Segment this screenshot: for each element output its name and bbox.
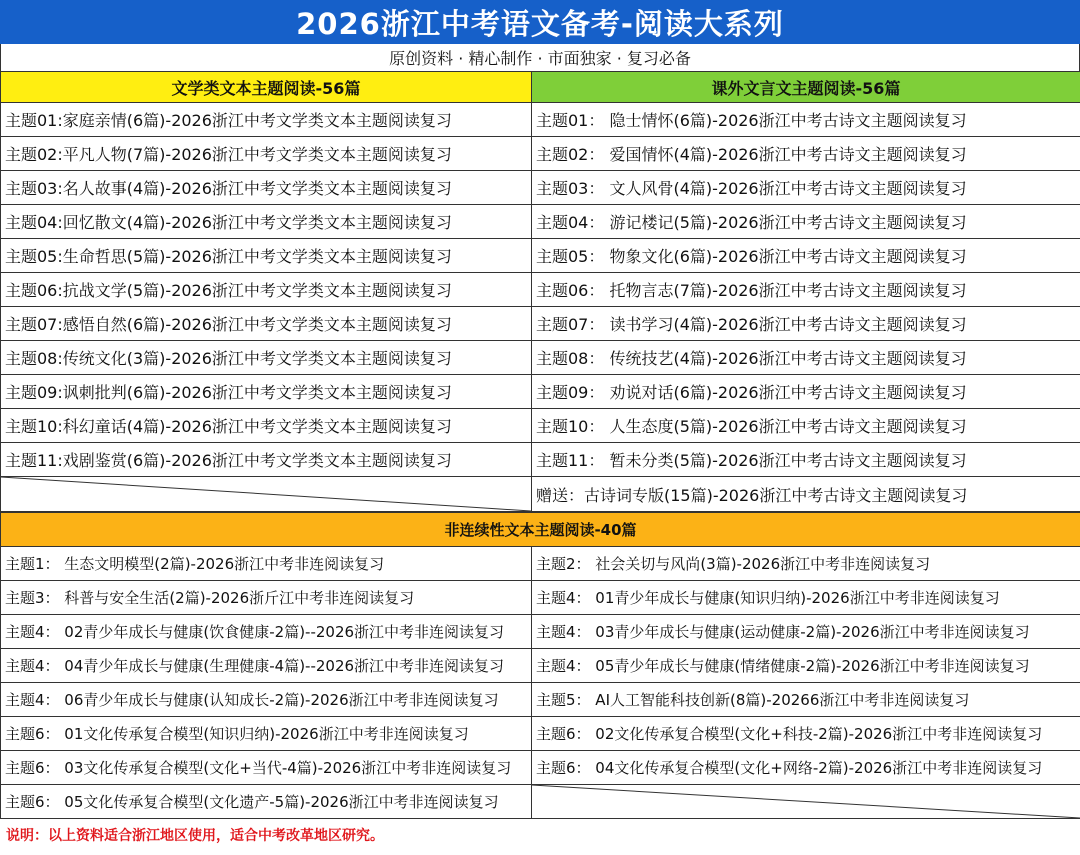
table-row (1, 683, 1080, 717)
table-row (1, 409, 1080, 443)
nonconsecutive-topic-item: 主题3： 科普与安全生活(2篇)-2026浙斤江中考非连阅读复习 (1, 581, 532, 615)
table-row (1, 171, 1080, 205)
footer-note: 说明：以上资料适合浙江地区使用，适合中考改革地区研究。 (6, 828, 384, 844)
empty-cell (1, 477, 532, 512)
nonconsecutive-topic-item: 主题6： 01文化传承复合模型(知识归纳)-2026浙江中考非连阅读复习 (1, 717, 532, 751)
nonconsecutive-topic-item: 主题4： 03青少年成长与健康(运动健康-2篇)-2026浙江中考非连阅读复习 (532, 615, 1080, 649)
nonconsecutive-topic-item: 主题6： 03文化传承复合模型(文化+当代-4篇)-2026浙江中考非连阅读复习 (1, 751, 532, 785)
classical-topic-item: 主题10： 人生态度(5篇)-2026浙江中考古诗文主题阅读复习 (532, 409, 1080, 443)
table-row (1, 239, 1080, 273)
table-row (1, 273, 1080, 307)
literary-topic-item: 主题01:家庭亲情(6篇)-2026浙江中考文学类文本主题阅读复习 (1, 103, 532, 137)
table-row (1, 375, 1080, 409)
reading-table-top (0, 71, 1080, 512)
table-row (1, 307, 1080, 341)
table-row (1, 103, 1080, 137)
classical-topic-item: 主题06： 托物言志(7篇)-2026浙江中考古诗文主题阅读复习 (532, 273, 1080, 307)
table-row (1, 785, 1080, 819)
reading-table-bottom (0, 512, 1080, 819)
nonconsecutive-topic-item: 主题4： 06青少年成长与健康(认知成长-2篇)-2026浙江中考非连阅读复习 (1, 683, 532, 717)
classical-topic-item: 主题09： 劝说对话(6篇)-2026浙江中考古诗文主题阅读复习 (532, 375, 1080, 409)
classical-topic-item: 主题05： 物象文化(6篇)-2026浙江中考古诗文主题阅读复习 (532, 239, 1080, 273)
classical-section-header: 课外文言文主题阅读-56篇 (532, 72, 1080, 103)
page-title: 2026浙江中考语文备考-阅读大系列 (0, 0, 1080, 44)
table-row (1, 137, 1080, 171)
table-row (1, 649, 1080, 683)
nonconsecutive-topic-item: 主题1： 生态文明模型(2篇)-2026浙江中考非连阅读复习 (1, 547, 532, 581)
nonconsecutive-topic-item: 主题4： 05青少年成长与健康(情绪健康-2篇)-2026浙江中考非连阅读复习 (532, 649, 1080, 683)
literary-topic-item: 主题07:感悟自然(6篇)-2026浙江中考文学类文本主题阅读复习 (1, 307, 532, 341)
literary-topic-item: 主题05:生命哲思(5篇)-2026浙江中考文学类文本主题阅读复习 (1, 239, 532, 273)
table-row (1, 205, 1080, 239)
literary-topic-item: 主题03:名人故事(4篇)-2026浙江中考文学类文本主题阅读复习 (1, 171, 532, 205)
table-row (1, 341, 1080, 375)
table-row (1, 477, 1080, 512)
literary-topic-item: 主题06:抗战文学(5篇)-2026浙江中考文学类文本主题阅读复习 (1, 273, 532, 307)
nonconsecutive-topic-item: 主题6： 02文化传承复合模型(文化+科技-2篇)-2026浙江中考非连阅读复习 (532, 717, 1080, 751)
classical-topic-item: 主题03： 文人风骨(4篇)-2026浙江中考古诗文主题阅读复习 (532, 171, 1080, 205)
table-row (1, 581, 1080, 615)
literary-topic-item: 主题11:戏剧鉴赏(6篇)-2026浙江中考文学类文本主题阅读复习 (1, 443, 532, 477)
nonconsecutive-topic-item: 主题6： 04文化传承复合模型(文化+网络-2篇)-2026浙江中考非连阅读复习 (532, 751, 1080, 785)
nonconsecutive-topic-item: 主题4： 02青少年成长与健康(饮食健康-2篇)--2026浙江中考非连阅读复习 (1, 615, 532, 649)
table-row (1, 615, 1080, 649)
classical-topic-item: 主题04： 游记楼记(5篇)-2026浙江中考古诗文主题阅读复习 (532, 205, 1080, 239)
literary-topic-item: 主题02:平凡人物(7篇)-2026浙江中考文学类文本主题阅读复习 (1, 137, 532, 171)
literary-topic-item: 主题09:讽刺批判(6篇)-2026浙江中考文学类文本主题阅读复习 (1, 375, 532, 409)
literary-topic-item: 主题10:科幻童话(4篇)-2026浙江中考文学类文本主题阅读复习 (1, 409, 532, 443)
table-row (1, 443, 1080, 477)
table-row (1, 717, 1080, 751)
classical-topic-item: 主题08： 传统技艺(4篇)-2026浙江中考古诗文主题阅读复习 (532, 341, 1080, 375)
page-subtitle: 原创资料 · 精心制作 · 市面独家 · 复习必备 (0, 44, 1080, 71)
classical-topic-item: 主题07： 读书学习(4篇)-2026浙江中考古诗文主题阅读复习 (532, 307, 1080, 341)
classical-topic-item: 主题01： 隐士情怀(6篇)-2026浙江中考古诗文主题阅读复习 (532, 103, 1080, 137)
empty-cell (532, 785, 1080, 819)
nonconsecutive-topic-item: 主题4： 01青少年成长与健康(知识归纳)-2026浙江中考非连阅读复习 (532, 581, 1080, 615)
table-row (1, 751, 1080, 785)
nonconsecutive-topic-item: 主题5： AI人工智能科技创新(8篇)-20266浙江中考非连阅读复习 (532, 683, 1080, 717)
nonconsecutive-topic-item: 主题6： 05文化传承复合模型(文化遗产-5篇)-2026浙江中考非连阅读复习 (1, 785, 532, 819)
nonconsecutive-section-header: 非连续性文本主题阅读-40篇 (1, 513, 1080, 547)
literary-section-header: 文学类文本主题阅读-56篇 (1, 72, 532, 103)
nonconsecutive-topic-item: 主题2： 社会关切与风尚(3篇)-2026浙江中考非连阅读复习 (532, 547, 1080, 581)
table-row (1, 547, 1080, 581)
gift-item: 赠送：古诗词专版(15篇)-2026浙江中考古诗文主题阅读复习 (532, 477, 1080, 512)
literary-topic-item: 主题08:传统文化(3篇)-2026浙江中考文学类文本主题阅读复习 (1, 341, 532, 375)
nonconsecutive-topic-item: 主题4： 04青少年成长与健康(生理健康-4篇)--2026浙江中考非连阅读复习 (1, 649, 532, 683)
classical-topic-item: 主题11： 暂未分类(5篇)-2026浙江中考古诗文主题阅读复习 (532, 443, 1080, 477)
literary-topic-item: 主题04:回忆散文(4篇)-2026浙江中考文学类文本主题阅读复习 (1, 205, 532, 239)
classical-topic-item: 主题02： 爱国情怀(4篇)-2026浙江中考古诗文主题阅读复习 (532, 137, 1080, 171)
